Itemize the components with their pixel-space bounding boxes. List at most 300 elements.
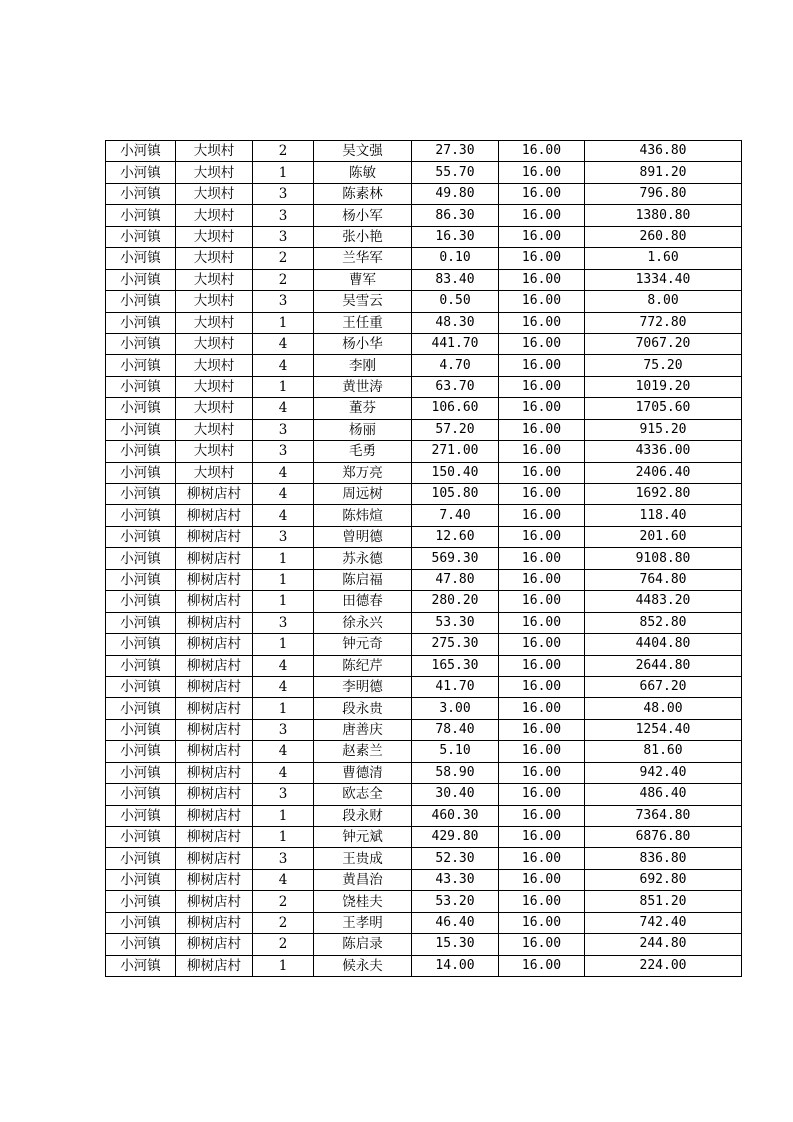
name-cell: 毛勇: [314, 441, 412, 462]
table-row: [106, 226, 742, 247]
name-cell: 董芬: [314, 398, 412, 419]
village-cell: 柳树店村: [176, 484, 253, 505]
town-cell: 小河镇: [106, 762, 176, 783]
amount-cell: 244.80: [585, 934, 742, 955]
village-cell: 大坝村: [176, 441, 253, 462]
rate-cell: 16.00: [499, 676, 585, 697]
village-cell: 大坝村: [176, 162, 253, 183]
area-cell: 30.40: [412, 784, 499, 805]
amount-cell: 2644.80: [585, 655, 742, 676]
table-row: [106, 827, 742, 848]
category-cell: 3: [253, 612, 314, 633]
table-row: [106, 291, 742, 312]
village-cell: 柳树店村: [176, 569, 253, 590]
category-cell: 1: [253, 569, 314, 590]
village-cell: 柳树店村: [176, 891, 253, 912]
village-cell: 大坝村: [176, 141, 253, 162]
category-cell: 3: [253, 848, 314, 869]
village-cell: 柳树店村: [176, 934, 253, 955]
town-cell: 小河镇: [106, 784, 176, 805]
area-cell: 46.40: [412, 912, 499, 933]
town-cell: 小河镇: [106, 741, 176, 762]
village-cell: 柳树店村: [176, 526, 253, 547]
rate-cell: 16.00: [499, 141, 585, 162]
town-cell: 小河镇: [106, 398, 176, 419]
village-cell: 柳树店村: [176, 634, 253, 655]
village-cell: 柳树店村: [176, 505, 253, 526]
village-cell: 柳树店村: [176, 784, 253, 805]
table-row: [106, 655, 742, 676]
rate-cell: 16.00: [499, 698, 585, 719]
rate-cell: 16.00: [499, 183, 585, 204]
name-cell: 杨小华: [314, 333, 412, 354]
rate-cell: 16.00: [499, 205, 585, 226]
category-cell: 2: [253, 891, 314, 912]
town-cell: 小河镇: [106, 526, 176, 547]
category-cell: 4: [253, 869, 314, 890]
name-cell: 黄世涛: [314, 376, 412, 397]
table-row: [106, 591, 742, 612]
village-cell: 大坝村: [176, 376, 253, 397]
category-cell: 1: [253, 312, 314, 333]
rate-cell: 16.00: [499, 291, 585, 312]
area-cell: 53.20: [412, 891, 499, 912]
category-cell: 3: [253, 526, 314, 547]
category-cell: 4: [253, 762, 314, 783]
amount-cell: 8.00: [585, 291, 742, 312]
category-cell: 4: [253, 333, 314, 354]
village-cell: 大坝村: [176, 312, 253, 333]
village-cell: 柳树店村: [176, 848, 253, 869]
table-row: [106, 248, 742, 269]
rate-cell: 16.00: [499, 269, 585, 290]
name-cell: 陈启福: [314, 569, 412, 590]
area-cell: 41.70: [412, 676, 499, 697]
amount-cell: 1019.20: [585, 376, 742, 397]
rate-cell: 16.00: [499, 655, 585, 676]
amount-cell: 915.20: [585, 419, 742, 440]
amount-cell: 1380.80: [585, 205, 742, 226]
name-cell: 钟元奇: [314, 634, 412, 655]
amount-cell: 1.60: [585, 248, 742, 269]
rate-cell: 16.00: [499, 719, 585, 740]
village-cell: 大坝村: [176, 419, 253, 440]
village-cell: 柳树店村: [176, 591, 253, 612]
town-cell: 小河镇: [106, 934, 176, 955]
village-cell: 柳树店村: [176, 912, 253, 933]
table-row: [106, 462, 742, 483]
village-cell: 柳树店村: [176, 869, 253, 890]
rate-cell: 16.00: [499, 934, 585, 955]
amount-cell: 9108.80: [585, 548, 742, 569]
town-cell: 小河镇: [106, 569, 176, 590]
rate-cell: 16.00: [499, 312, 585, 333]
category-cell: 3: [253, 226, 314, 247]
area-cell: 52.30: [412, 848, 499, 869]
rate-cell: 16.00: [499, 569, 585, 590]
data-table: [105, 140, 742, 977]
area-cell: 57.20: [412, 419, 499, 440]
table-row: [106, 526, 742, 547]
rate-cell: 16.00: [499, 784, 585, 805]
area-cell: 165.30: [412, 655, 499, 676]
village-cell: 柳树店村: [176, 741, 253, 762]
town-cell: 小河镇: [106, 805, 176, 826]
category-cell: 4: [253, 655, 314, 676]
rate-cell: 16.00: [499, 891, 585, 912]
area-cell: 569.30: [412, 548, 499, 569]
category-cell: 1: [253, 376, 314, 397]
name-cell: 钟元斌: [314, 827, 412, 848]
table-row: [106, 141, 742, 162]
town-cell: 小河镇: [106, 226, 176, 247]
town-cell: 小河镇: [106, 676, 176, 697]
amount-cell: 742.40: [585, 912, 742, 933]
rate-cell: 16.00: [499, 526, 585, 547]
category-cell: 3: [253, 784, 314, 805]
area-cell: 0.50: [412, 291, 499, 312]
category-cell: 1: [253, 698, 314, 719]
table-row: [106, 634, 742, 655]
town-cell: 小河镇: [106, 827, 176, 848]
table-row: [106, 398, 742, 419]
category-cell: 1: [253, 548, 314, 569]
village-cell: 柳树店村: [176, 719, 253, 740]
area-cell: 0.10: [412, 248, 499, 269]
rate-cell: 16.00: [499, 591, 585, 612]
village-cell: 柳树店村: [176, 655, 253, 676]
town-cell: 小河镇: [106, 205, 176, 226]
table-row: [106, 505, 742, 526]
village-cell: 柳树店村: [176, 676, 253, 697]
area-cell: 78.40: [412, 719, 499, 740]
area-cell: 58.90: [412, 762, 499, 783]
category-cell: 3: [253, 419, 314, 440]
table-row: [106, 805, 742, 826]
town-cell: 小河镇: [106, 462, 176, 483]
category-cell: 1: [253, 634, 314, 655]
village-cell: 柳树店村: [176, 805, 253, 826]
table-body: [106, 141, 742, 977]
area-cell: 53.30: [412, 612, 499, 633]
village-cell: 大坝村: [176, 183, 253, 204]
area-cell: 105.80: [412, 484, 499, 505]
table-row: [106, 183, 742, 204]
village-cell: 柳树店村: [176, 955, 253, 976]
town-cell: 小河镇: [106, 269, 176, 290]
category-cell: 1: [253, 591, 314, 612]
name-cell: 田德春: [314, 591, 412, 612]
area-cell: 4.70: [412, 355, 499, 376]
town-cell: 小河镇: [106, 634, 176, 655]
area-cell: 83.40: [412, 269, 499, 290]
area-cell: 429.80: [412, 827, 499, 848]
table-row: [106, 719, 742, 740]
town-cell: 小河镇: [106, 484, 176, 505]
name-cell: 张小艳: [314, 226, 412, 247]
name-cell: 王贵成: [314, 848, 412, 869]
rate-cell: 16.00: [499, 162, 585, 183]
category-cell: 1: [253, 162, 314, 183]
category-cell: 1: [253, 805, 314, 826]
amount-cell: 1254.40: [585, 719, 742, 740]
category-cell: 2: [253, 141, 314, 162]
table-row: [106, 205, 742, 226]
town-cell: 小河镇: [106, 719, 176, 740]
rate-cell: 16.00: [499, 333, 585, 354]
town-cell: 小河镇: [106, 441, 176, 462]
area-cell: 27.30: [412, 141, 499, 162]
amount-cell: 942.40: [585, 762, 742, 783]
name-cell: 曾明德: [314, 526, 412, 547]
category-cell: 4: [253, 398, 314, 419]
area-cell: 43.30: [412, 869, 499, 890]
rate-cell: 16.00: [499, 762, 585, 783]
rate-cell: 16.00: [499, 484, 585, 505]
town-cell: 小河镇: [106, 505, 176, 526]
table-row: [106, 484, 742, 505]
amount-cell: 486.40: [585, 784, 742, 805]
category-cell: 1: [253, 827, 314, 848]
amount-cell: 692.80: [585, 869, 742, 890]
town-cell: 小河镇: [106, 183, 176, 204]
rate-cell: 16.00: [499, 248, 585, 269]
rate-cell: 16.00: [499, 419, 585, 440]
amount-cell: 4404.80: [585, 634, 742, 655]
amount-cell: 851.20: [585, 891, 742, 912]
rate-cell: 16.00: [499, 355, 585, 376]
category-cell: 4: [253, 484, 314, 505]
table-row: [106, 355, 742, 376]
name-cell: 陈纪芹: [314, 655, 412, 676]
rate-cell: 16.00: [499, 462, 585, 483]
name-cell: 曹军: [314, 269, 412, 290]
area-cell: 7.40: [412, 505, 499, 526]
category-cell: 2: [253, 248, 314, 269]
amount-cell: 667.20: [585, 676, 742, 697]
area-cell: 47.80: [412, 569, 499, 590]
rate-cell: 16.00: [499, 848, 585, 869]
village-cell: 柳树店村: [176, 612, 253, 633]
area-cell: 460.30: [412, 805, 499, 826]
town-cell: 小河镇: [106, 655, 176, 676]
name-cell: 吴文强: [314, 141, 412, 162]
area-cell: 280.20: [412, 591, 499, 612]
name-cell: 黄昌治: [314, 869, 412, 890]
amount-cell: 118.40: [585, 505, 742, 526]
amount-cell: 1692.80: [585, 484, 742, 505]
rate-cell: 16.00: [499, 955, 585, 976]
rate-cell: 16.00: [499, 805, 585, 826]
rate-cell: 16.00: [499, 376, 585, 397]
amount-cell: 224.00: [585, 955, 742, 976]
amount-cell: 4483.20: [585, 591, 742, 612]
amount-cell: 1705.60: [585, 398, 742, 419]
amount-cell: 48.00: [585, 698, 742, 719]
amount-cell: 260.80: [585, 226, 742, 247]
rate-cell: 16.00: [499, 869, 585, 890]
rate-cell: 16.00: [499, 226, 585, 247]
category-cell: 4: [253, 741, 314, 762]
amount-cell: 75.20: [585, 355, 742, 376]
name-cell: 候永夫: [314, 955, 412, 976]
village-cell: 大坝村: [176, 248, 253, 269]
name-cell: 杨小军: [314, 205, 412, 226]
town-cell: 小河镇: [106, 419, 176, 440]
name-cell: 徐永兴: [314, 612, 412, 633]
table-row: [106, 869, 742, 890]
area-cell: 106.60: [412, 398, 499, 419]
town-cell: 小河镇: [106, 248, 176, 269]
table-row: [106, 762, 742, 783]
town-cell: 小河镇: [106, 591, 176, 612]
area-cell: 63.70: [412, 376, 499, 397]
table-row: [106, 548, 742, 569]
name-cell: 唐善庆: [314, 719, 412, 740]
category-cell: 3: [253, 291, 314, 312]
town-cell: 小河镇: [106, 355, 176, 376]
table-row: [106, 376, 742, 397]
town-cell: 小河镇: [106, 291, 176, 312]
town-cell: 小河镇: [106, 312, 176, 333]
area-cell: 3.00: [412, 698, 499, 719]
table-row: [106, 612, 742, 633]
rate-cell: 16.00: [499, 741, 585, 762]
village-cell: 大坝村: [176, 205, 253, 226]
amount-cell: 891.20: [585, 162, 742, 183]
table-row: [106, 162, 742, 183]
village-cell: 大坝村: [176, 355, 253, 376]
rate-cell: 16.00: [499, 827, 585, 848]
table-row: [106, 419, 742, 440]
table-row: [106, 569, 742, 590]
village-cell: 大坝村: [176, 462, 253, 483]
village-cell: 柳树店村: [176, 698, 253, 719]
area-cell: 55.70: [412, 162, 499, 183]
table-row: [106, 784, 742, 805]
town-cell: 小河镇: [106, 912, 176, 933]
name-cell: 陈敏: [314, 162, 412, 183]
category-cell: 2: [253, 269, 314, 290]
area-cell: 14.00: [412, 955, 499, 976]
area-cell: 271.00: [412, 441, 499, 462]
area-cell: 48.30: [412, 312, 499, 333]
rate-cell: 16.00: [499, 398, 585, 419]
category-cell: 4: [253, 355, 314, 376]
village-cell: 大坝村: [176, 226, 253, 247]
table-row: [106, 676, 742, 697]
table-row: [106, 741, 742, 762]
amount-cell: 852.80: [585, 612, 742, 633]
amount-cell: 7364.80: [585, 805, 742, 826]
amount-cell: 836.80: [585, 848, 742, 869]
name-cell: 陈炜煊: [314, 505, 412, 526]
area-cell: 5.10: [412, 741, 499, 762]
village-cell: 柳树店村: [176, 827, 253, 848]
rate-cell: 16.00: [499, 612, 585, 633]
table-row: [106, 891, 742, 912]
area-cell: 86.30: [412, 205, 499, 226]
amount-cell: 7067.20: [585, 333, 742, 354]
category-cell: 3: [253, 719, 314, 740]
category-cell: 3: [253, 205, 314, 226]
name-cell: 杨丽: [314, 419, 412, 440]
name-cell: 苏永德: [314, 548, 412, 569]
town-cell: 小河镇: [106, 698, 176, 719]
category-cell: 2: [253, 912, 314, 933]
village-cell: 大坝村: [176, 291, 253, 312]
name-cell: 王任重: [314, 312, 412, 333]
village-cell: 大坝村: [176, 269, 253, 290]
area-cell: 15.30: [412, 934, 499, 955]
name-cell: 欧志全: [314, 784, 412, 805]
table-row: [106, 312, 742, 333]
table-row: [106, 955, 742, 976]
rate-cell: 16.00: [499, 441, 585, 462]
category-cell: 4: [253, 676, 314, 697]
area-cell: 275.30: [412, 634, 499, 655]
town-cell: 小河镇: [106, 376, 176, 397]
amount-cell: 436.80: [585, 141, 742, 162]
area-cell: 441.70: [412, 333, 499, 354]
name-cell: 曹德清: [314, 762, 412, 783]
amount-cell: 201.60: [585, 526, 742, 547]
amount-cell: 764.80: [585, 569, 742, 590]
table-row: [106, 848, 742, 869]
rate-cell: 16.00: [499, 505, 585, 526]
name-cell: 赵素兰: [314, 741, 412, 762]
village-cell: 柳树店村: [176, 548, 253, 569]
name-cell: 段永财: [314, 805, 412, 826]
town-cell: 小河镇: [106, 162, 176, 183]
area-cell: 49.80: [412, 183, 499, 204]
name-cell: 王孝明: [314, 912, 412, 933]
town-cell: 小河镇: [106, 955, 176, 976]
amount-cell: 1334.40: [585, 269, 742, 290]
table-row: [106, 912, 742, 933]
amount-cell: 772.80: [585, 312, 742, 333]
area-cell: 16.30: [412, 226, 499, 247]
table-row: [106, 333, 742, 354]
town-cell: 小河镇: [106, 891, 176, 912]
name-cell: 陈素林: [314, 183, 412, 204]
village-cell: 大坝村: [176, 398, 253, 419]
rate-cell: 16.00: [499, 912, 585, 933]
category-cell: 4: [253, 462, 314, 483]
amount-cell: 6876.80: [585, 827, 742, 848]
table-row: [106, 698, 742, 719]
amount-cell: 2406.40: [585, 462, 742, 483]
name-cell: 饶桂夫: [314, 891, 412, 912]
amount-cell: 81.60: [585, 741, 742, 762]
table-row: [106, 269, 742, 290]
area-cell: 150.40: [412, 462, 499, 483]
category-cell: 1: [253, 955, 314, 976]
name-cell: 兰华军: [314, 248, 412, 269]
category-cell: 3: [253, 441, 314, 462]
rate-cell: 16.00: [499, 548, 585, 569]
area-cell: 12.60: [412, 526, 499, 547]
town-cell: 小河镇: [106, 612, 176, 633]
amount-cell: 4336.00: [585, 441, 742, 462]
rate-cell: 16.00: [499, 634, 585, 655]
category-cell: 2: [253, 934, 314, 955]
town-cell: 小河镇: [106, 548, 176, 569]
name-cell: 吴雪云: [314, 291, 412, 312]
town-cell: 小河镇: [106, 141, 176, 162]
name-cell: 李刚: [314, 355, 412, 376]
town-cell: 小河镇: [106, 333, 176, 354]
